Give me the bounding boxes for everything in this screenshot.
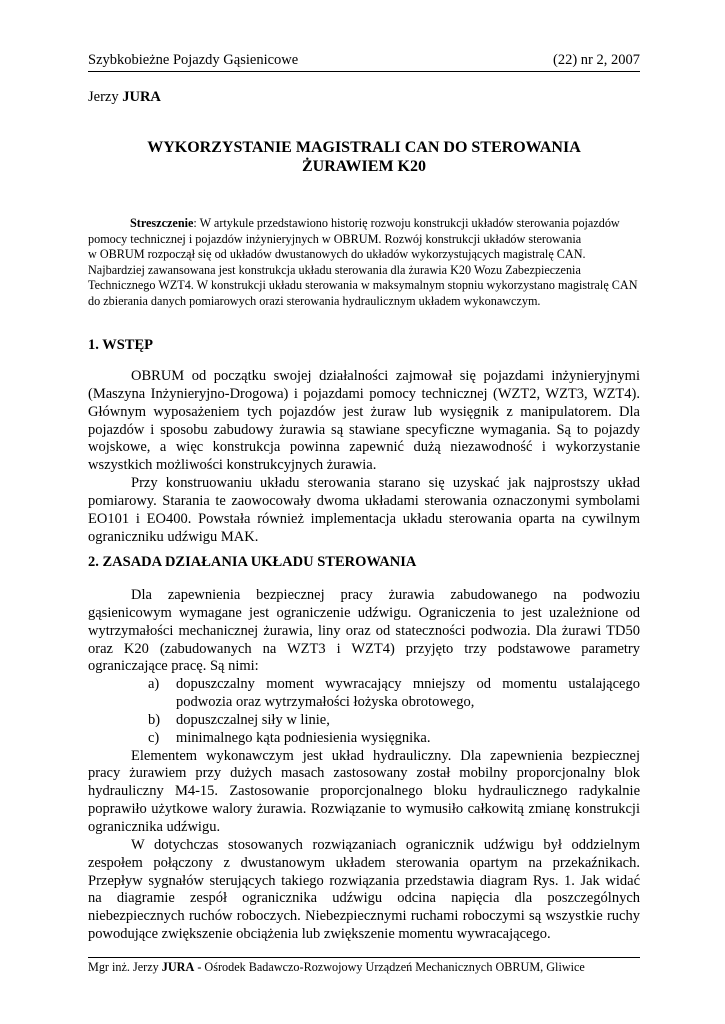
text-line: ogranicznika udźwigu.	[88, 818, 221, 835]
author-first-name: Jerzy	[88, 89, 119, 105]
section-2-body	[88, 587, 640, 944]
abstract-line-6: do zbierania danych pomiarowych orazi sterowania hydraulicznym układem wykonawczym.	[88, 293, 541, 308]
text-line: powodujące zwiększenie obciążenia lub zwiększenie momentu wywracającego.	[88, 926, 551, 943]
text-line: ograniczające pracę. Są nimi:	[88, 658, 259, 675]
footer-surname: JURA	[161, 960, 195, 974]
text-line: Głównym wyposażeniem tych pojazdów jest żuraw lub wysięgnik z manipulatorem. Dla	[88, 403, 640, 420]
text-line: pracy żurawiem przy dużych masach zastosowany został mobilny proporcjonalny blok	[88, 765, 640, 782]
list-item	[88, 730, 640, 748]
text-line: Elementem wykonawczym jest układ hydrauliczny. Dla zapewnienia bezpiecznej	[131, 747, 640, 764]
section-2-heading: 2. ZASADA DZIAŁANIA UKŁADU STEROWANIA	[88, 554, 417, 570]
text-line: pomiarowy. Starania te zaowocowały dwoma układami sterowania oznaczonymi symbolami	[88, 492, 640, 509]
text-line: poprawiło użytkowe walory żurawia. Rozwiązanie to wymusiło całkowitą zmianę konstrukcji	[88, 801, 640, 818]
issue-number: (22) nr 2, 2007	[553, 52, 640, 68]
text-line: Przy konstruowaniu układu sterowania starano się uzyskać jak najprostszy układ	[131, 475, 640, 492]
footer-rule	[88, 957, 640, 958]
text-line: EO101 i EO400. Powstała również implementacja układu sterowania oparta na cywilnym	[88, 510, 640, 527]
list-label: a)	[148, 676, 160, 693]
text-line: na diagramie zespół ogranicznika udźwigu odcina napięcia dla poszczególnych	[88, 890, 640, 907]
abstract-line-2: pomocy technicznej i pojazdów inżynieryjnych w OBRUM. Rozwój konstrukcji układów sterowania	[88, 231, 582, 246]
abstract-line-3: w OBRUM rozpoczął się od układów dwustanowych do układów wykorzystujących magistralę CAN.	[88, 247, 586, 261]
text-line: oraz K20 (zabudowanych na WZT3 i WZT4) przyjęto trzy podstawowe parametry	[88, 640, 640, 657]
text-line: wytrzymałości mechanicznej żurawia, liny oraz od stateczności podwozia. Dla żurawi TD50	[88, 622, 640, 639]
title-line-2: ŻURAWIEM K20	[301, 158, 426, 175]
text-line: (Maszyna Inżynieryjno-Drogowa) i pojazdami pomocy technicznej (WZT2, WZT3, WZT4).	[88, 385, 640, 402]
header-rule	[88, 71, 640, 72]
journal-name: Szybkobieżne Pojazdy Gąsienicowe	[88, 52, 299, 68]
abstract-line-4: Najbardziej zawansowana jest konstrukcja układu sterowania dla żurawia K20 Wozu Zabezpieczenia	[88, 262, 581, 277]
running-header	[88, 51, 640, 69]
text-line: Dla zapewnienia bezpiecznej pracy żurawia zabudowanego na podwoziu	[131, 587, 640, 603]
author-affiliation-footer: Mgr inż. Jerzy JURA - Ośrodek Badawczo-Rozwojowy Urządzeń Mechanicznych OBRUM, Gliwice	[88, 960, 585, 974]
text-line: zespołem połączony z dwustanowym układem sterowania opartym na przekaźnikach.	[88, 854, 640, 871]
abstract	[88, 216, 640, 309]
list-text: dopuszczalnej siły w linie,	[176, 711, 330, 728]
abstract-line-1: Streszczenie: W artykule przedstawiono historię rozwoju konstrukcji układów sterowania pojazdów	[130, 216, 620, 230]
list-text: minimalnego kąta podniesienia wysięgnika.	[176, 729, 431, 746]
section-1-body	[88, 368, 640, 546]
abstract-label: Streszczenie	[130, 216, 194, 230]
text-line: OBRUM od początku swojej działalności zajmował się pojazdami inżynieryjnymi	[131, 368, 640, 384]
abstract-line-5: Technicznego WZT4. W konstrukcji układu sterowania w maksymalnym stopniu wykorzystano magistralę CAN	[88, 278, 638, 292]
text-line: hydrauliczny M4-15. Zastosowanie proporcjonalnego bloku hydraulicznego radykalnie	[88, 783, 640, 800]
text-line: W dotychczas stosowanych rozwiązaniach ogranicznik udźwigu był oddzielnym	[131, 836, 640, 853]
list-item-continuation: podwozia oraz wytrzymałości łożyska obrotowego,	[176, 694, 475, 711]
text-line: wojskowe, a więc konstrukcja powinna zapewnić dużą niezawodność i wykorzystanie	[88, 439, 640, 456]
list-label: c)	[148, 729, 160, 746]
text-line: pojazdów i sposobu zabudowy żurawia są stawiane specyficzne wymagania. Są to pojazdy	[88, 421, 640, 438]
section-1-heading: 1. WSTĘP	[88, 337, 154, 353]
list-label: b)	[148, 711, 161, 728]
author-last-name: JURA	[122, 89, 161, 105]
paper-title	[88, 138, 640, 176]
title-line-1: WYKORZYSTANIE MAGISTRALI CAN DO STEROWANIA	[147, 139, 581, 156]
text-line: gąsienicowym wymagane jest ograniczenie udźwigu. Ograniczenia to jest uzależnione od	[88, 604, 640, 621]
list-item	[88, 676, 640, 694]
text-line: ograniczniku udźwigu MAK.	[88, 528, 259, 545]
text-line: Przepływ sygnałów sterujących takiego rozwiązania przedstawia diagram Rys. 1. Jak widać	[88, 872, 640, 889]
text-line: niebezpiecznych ruchów roboczych. Niebezpiecznymi ruchami roboczymi są wszystkie ruchy	[88, 908, 640, 925]
list-text: dopuszczalny moment wywracający mniejszy od momentu ustalającego	[176, 676, 640, 693]
list-item	[88, 712, 640, 730]
author	[88, 88, 161, 106]
text-line: wszystkich możliwości konstrukcyjnych żurawia.	[88, 457, 377, 474]
